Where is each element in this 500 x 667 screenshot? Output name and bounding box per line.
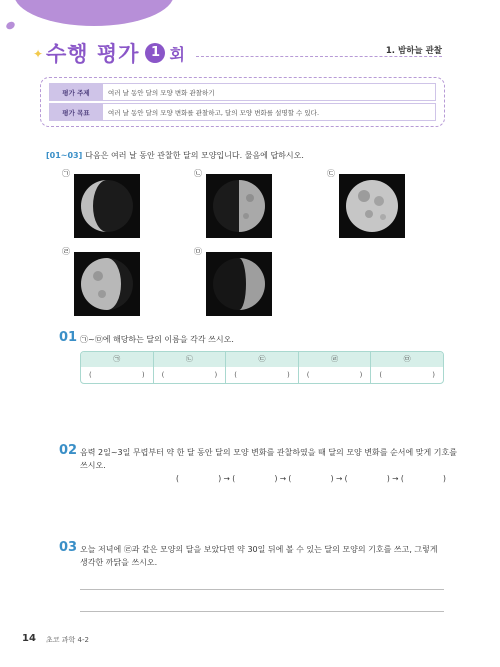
moon-mark: ㉡	[194, 169, 202, 178]
answer-header-cell: ㉠	[81, 352, 154, 367]
question-number-01: 01	[59, 330, 78, 345]
moon-mark: ㉢	[327, 169, 335, 178]
paren-close: )	[214, 371, 218, 379]
answer-cell-1[interactable]	[81, 367, 154, 384]
chapter-label: 1. 밤하늘 관찰	[385, 46, 442, 56]
moon-photo-waxing-gibbous	[74, 252, 140, 316]
page-number: 14	[22, 633, 36, 644]
answer-table-header	[81, 352, 443, 367]
header-decoration-dot	[5, 20, 16, 31]
assessment-info-box	[40, 77, 445, 127]
sequence-part: ) → (	[330, 474, 348, 483]
question-number-03: 03	[59, 540, 78, 555]
answer-line-1[interactable]	[80, 589, 444, 590]
answer-table-body	[81, 367, 443, 384]
info-row-goal	[49, 103, 436, 121]
moon-photo-first-quarter	[206, 252, 272, 316]
answer-cell-2[interactable]	[154, 367, 227, 384]
paren-open: (	[379, 371, 383, 379]
sequence-part: ) → (	[386, 474, 404, 483]
moon-photo-full-moon	[339, 174, 405, 238]
title-number-badge: 1	[145, 43, 165, 63]
title-suffix: 회	[169, 44, 185, 64]
sequence-part: ) → (	[218, 474, 236, 483]
chapter-divider	[196, 56, 442, 57]
answer-header-cell: ㉢	[226, 352, 299, 367]
info-label: 평가 주제	[49, 83, 103, 101]
answer-line-2[interactable]	[80, 611, 444, 612]
answer-header-cell: ㉣	[299, 352, 372, 367]
question-intro-text: 다음은 여러 날 동안 관찰한 달의 모양입니다. 물음에 답하시오.	[85, 151, 304, 160]
question-02-text-line1: 음력 2일~3일 무렵부터 약 한 달 동안 달의 모양 변화를 관찰하였을 때 달의 모양 변화를 순서에 맞게 기호를	[80, 448, 457, 457]
paren-close: )	[287, 371, 290, 379]
paren-open: (	[234, 371, 237, 379]
page-title	[46, 38, 185, 68]
paren-close: )	[141, 371, 145, 379]
question-02-text-line2: 쓰시오.	[80, 461, 106, 470]
question-range: [01~03]	[46, 151, 83, 160]
paren-open: (	[161, 371, 165, 379]
moon-mark: ㉣	[62, 247, 70, 256]
moon-mark: ㉠	[62, 169, 70, 178]
footer-book-title: 초코 과학 4-2	[46, 636, 89, 644]
paren-open: (	[89, 371, 92, 379]
moon-photo-last-quarter	[206, 174, 272, 238]
moon-mark: ㉤	[194, 247, 202, 256]
sparkle-icon: ✦	[33, 47, 44, 61]
answer-header-cell: ㉤	[403, 355, 411, 363]
sequence-part: (	[176, 474, 179, 483]
question-03-text-line2: 생각한 까닭을 쓰시오.	[80, 558, 158, 567]
answer-cell-3[interactable]	[226, 367, 299, 384]
paren-close: )	[359, 371, 363, 379]
info-value: 여러 날 동안 달의 모양 변화를 관찰하고, 달의 모양 변화를 설명할 수 있다.	[103, 103, 436, 121]
question-01-text: ㉠~㉤에 해당하는 달의 이름을 각각 쓰시오.	[80, 335, 234, 344]
moon-photo-waning-crescent	[74, 174, 140, 238]
answer-cell-4[interactable]	[299, 367, 372, 384]
answer-table	[80, 351, 444, 384]
header-decoration	[14, 0, 174, 26]
question-intro	[46, 150, 304, 161]
info-value: 여러 날 동안 달의 모양 변화 관찰하기	[103, 83, 436, 101]
answer-cell-5[interactable]	[371, 367, 443, 384]
answer-header-cell: ㉡	[154, 352, 227, 367]
question-number-02: 02	[59, 443, 78, 458]
paren-open: (	[306, 371, 310, 379]
paren-close: )	[432, 371, 435, 379]
sequence-part: )	[443, 474, 446, 483]
sequence-answer[interactable]	[176, 474, 446, 483]
info-label: 평가 목표	[49, 103, 103, 121]
question-03-text-line1: 오늘 저녁에 ㉣과 같은 모양의 달을 보았다면 약 30일 뒤에 볼 수 있는 달의 모양의 기호를 쓰고, 그렇게	[80, 545, 438, 554]
info-row-topic	[49, 83, 436, 101]
title-text: 수행 평가	[46, 42, 140, 66]
sequence-part: ) → (	[274, 474, 292, 483]
